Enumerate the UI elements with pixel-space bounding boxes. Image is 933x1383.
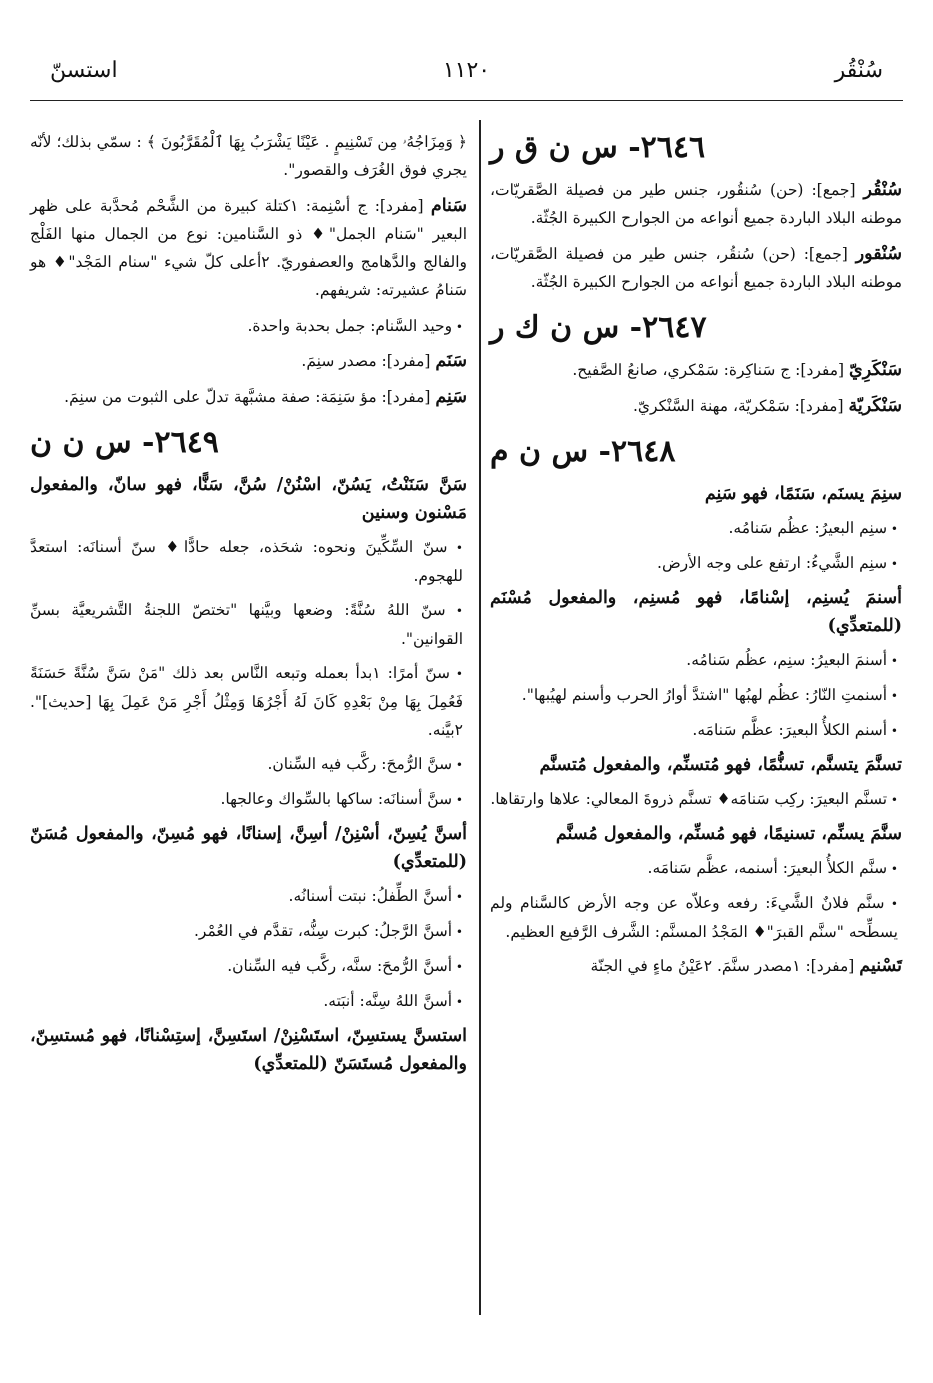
- dictionary-entry: [490, 392, 902, 420]
- headword: سَنِم: [435, 387, 467, 407]
- headword: سَنْكَريّة: [848, 396, 902, 416]
- verb-form: تسنَّمَ يتسنَّم، تسنُّمًا، فهو مُتسنِّم، والمفعول مُتسنَّم: [539, 755, 902, 775]
- definition: [مفرد]: ١مصدر سنَّمَ. ٢عَيْنُ ماءٍ في الجنّة: [590, 957, 855, 975]
- sense: • أسنَّ الطِّفلُ: نبتت أسنانُه.: [30, 882, 467, 911]
- root-heading: ٢٦٤٦- س ن ق ر: [490, 130, 706, 165]
- column-divider: [479, 120, 481, 1315]
- dictionary-entry: [490, 176, 902, 232]
- definition: [مفرد]: سَمْكريّة، مهنة السَّنْكريّ.: [633, 397, 844, 415]
- entry-continuation: ﴿ وَمِزَاجُهُۥ مِن تَسْنِيمٍ . عَيْنًا يَشْرَبُ بِهَا ٱلْمُقَرَّبُونَ ﴾ : سمّي بذلك؛ لأنّه يجري فوق الغُرَف والقصور".: [30, 133, 467, 179]
- sense: • أسنمَ البعيرُ: سنِم، عظُم سَنامُه.: [490, 646, 902, 675]
- sense: • سنّ اللهُ سُنَّةً: وضعها وبيَّنها "تختصّ اللجنةُ التَّشريعيَّة بسنِّ القوانين".: [30, 596, 467, 653]
- sense: • سنَّ أسنانَه: ساكها بالسِّواك وعالجها.: [30, 785, 467, 814]
- dictionary-entry: [30, 383, 467, 411]
- header-guide-word-left: استسنّ: [50, 58, 118, 83]
- sense: • أسنَّ الرَّجلُ: كبرت سِنُّه، تقدَّم في العُمْر.: [30, 917, 467, 946]
- verb-form: أسنمَ يُسنِم، إسْنامًا، فهو مُسنِم، والمفعول مُسْنَم (للمتعدِّي): [490, 588, 902, 636]
- headword: سَنام: [430, 196, 467, 216]
- page-number: ١١٢٠: [442, 58, 491, 83]
- dictionary-entry: [30, 347, 467, 375]
- dictionary-entry: [490, 356, 902, 384]
- sense: • سنَّم فلانٌ الشَّيءَ: رفعه وعلاّه عن وجه الأرض كالسَّنام ولم يسطِّحه "سنَّم القبرَ"♦ المَجْدُ المسنَّم: الشَّرف الرَّفيع العظيم.: [490, 889, 902, 946]
- definition: [جمع]: (حن) سُنقُور، جنس طير من فصيلة الصَّقريّات، موطنه البلاد الباردة جميع أنواعه من الجوارح الكبيرة الجُثّة.: [490, 181, 902, 227]
- sense: • سنّ السِّكِّينَ ونحوه: شحَذه، جعله حادًّا♦ سنّ أسنانَه: استعدَّ للهجوم.: [30, 533, 467, 590]
- verb-form: سنَّمَ يسنِّم، تسنيمًا، فهو مُسنِّم، والمفعول مُسنَّم: [555, 824, 902, 844]
- root-heading: ٢٦٤٨- س ن م: [490, 434, 676, 469]
- sense: • سنَّ الرُّمحَ: ركَّب فيه السِّنان.: [30, 750, 467, 779]
- headword: سُنْقُر: [863, 180, 902, 200]
- definition: [مفرد]: مصدر سنِمَ.: [301, 352, 431, 370]
- headword: سَنَم: [435, 351, 467, 371]
- verb-form: أسنَّ يُسِنّ، أسْنِنْ/ أسِنَّ، إسنانًا، فهو مُسِنّ، والمفعول مُسَنّ (للمتعدِّي): [30, 824, 467, 872]
- root-heading: ٢٦٤٩- س ن ن: [30, 425, 219, 460]
- sense: • وحيد السَّنام: جمل بحدبة واحدة.: [30, 312, 467, 341]
- dictionary-entry: [490, 240, 902, 296]
- sense: • سنِم الشَّيءُ: ارتفع على وجه الأرض.: [490, 549, 902, 578]
- left-column: [30, 128, 467, 1084]
- definition: [جمع]: (حن) سُنقُر، جنس طير من فصيلة الصَّقريّات، موطنه البلاد الباردة جميع أنواعه من الجوارح الكبيرة الجُثّة.: [490, 245, 902, 291]
- headword: سَنْكَرِيّ: [849, 360, 902, 380]
- page-header: [30, 50, 903, 101]
- sense: • تسنَّم البعيرَ: ركِب سَنامَه♦ تسنَّم ذروةَ المعالي: علاها وارتقاها.: [490, 785, 902, 814]
- sense: • أسنَّ اللهُ سِنَّه: أنبَته.: [30, 987, 467, 1016]
- right-column: [490, 128, 902, 988]
- sense: • سنّ أمرًا: ١بدأ بعمله وتبعه النَّاس بعد ذلك "مَنْ سَنَّ سُنَّةً حَسَنَةً فَعُمِلَ بِهَا مِنْ بَعْدِهِ كَانَ لَهُ أَجْرُهَا وَمِثْلُ أَجْرِ مَنْ عَمِلَ بِهَا [حديث]". ٢بيَّنه.: [30, 659, 467, 744]
- definition: [مفرد]: ج سَناكِرة: سَمْكري، صانعُ الصَّفيح.: [572, 361, 845, 379]
- sense: • سنَّم الكلأُ البعيرَ: أسنمه، عظَّم سَنامَه.: [490, 854, 902, 883]
- sense: • أسنَّ الرُّمحَ: سنَّه، ركَّب فيه السِّنان.: [30, 952, 467, 981]
- dictionary-entry: [30, 192, 467, 304]
- verb-form: استسنَّ يستسِنّ، استَسْنِنْ/ استَسِنَّ، إستِسْنانًا، فهو مُستسِنّ، والمفعول مُستَسَنّ (للمتعدِّي): [30, 1026, 467, 1074]
- headword: تَسْنيم: [859, 956, 902, 976]
- headword: سُنْقور: [855, 244, 902, 264]
- definition: [مفرد]: مؤ سَنِمَة: صفة مشبَّهة تدلّ على الثبوت من سنِمَ.: [64, 388, 431, 406]
- verb-form: سَنَّ سَنَنْتُ، يَسُنّ، اسْنُنْ/ سُنَّ، سَنًّا، فهو سانّ، والمفعول مَسْنون وسنين: [30, 475, 467, 523]
- verb-form: سنِمَ يسنَم، سَنَمًا، فهو سَنِم: [704, 484, 902, 504]
- header-guide-word-right: سُنْقُر: [834, 58, 883, 83]
- sense: • أسنمتِ النّارُ: عظُم لهبُها "اشتدَّ أوارُ الحرب وأسنم لهيُبها".: [490, 681, 902, 710]
- root-heading: ٢٦٤٧- س ن ك ر: [490, 310, 707, 345]
- sense: • سنِم البعيرُ: عظُم سَنامُه.: [490, 514, 902, 543]
- dictionary-entry: [490, 952, 902, 980]
- definition: [مفرد]: ج أسْنِمة: ١كتلة كبيرة من الشَّحْم مُحدَّبة على ظهر البعير "سَنام الجمل"♦ ذو السَّنامين: نوع من الجمال منها الفَلْج والفالج والدَّهامج والعصفوريّ. ٢أعلى كلّ شيء "سنام المَجْد"♦ هو سَنامُ عشيرته: شريفهم.: [30, 197, 467, 299]
- sense: • أسنم الكلأُ البعيرَ: عظَّم سَنامَه.: [490, 716, 902, 745]
